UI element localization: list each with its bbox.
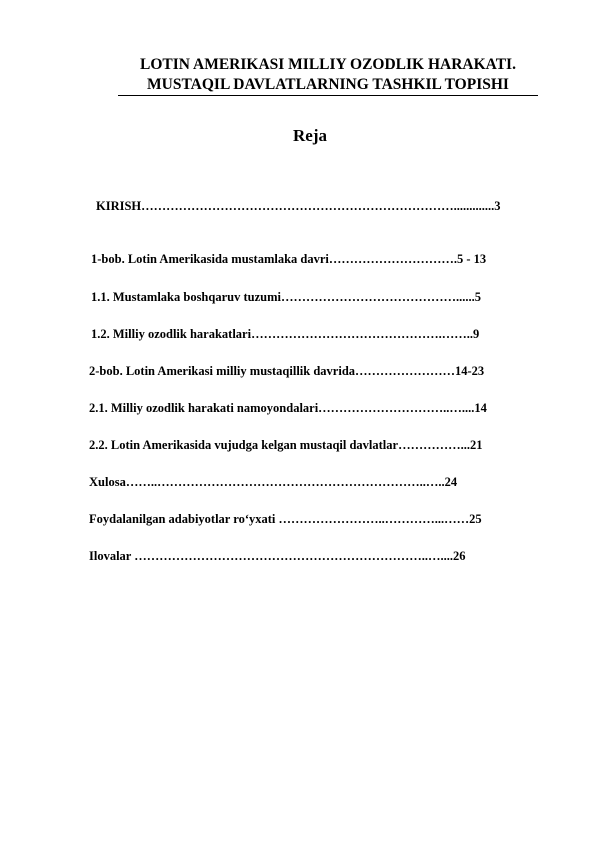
title-line-1: LOTIN AMERIKASI MILLIY OZODLIK HARAKATI. bbox=[140, 56, 516, 73]
toc-entry-intro: KIRISH………………………………………………………………….............3 bbox=[96, 199, 501, 213]
toc-entry-chapter-1: 1-bob. Lotin Amerikasida mustamlaka davri………………………….5 - 13 bbox=[91, 252, 487, 266]
toc-entry-appendices: Ilovalar ……………………………………………………………..…....26 bbox=[89, 549, 466, 563]
title-line-2: MUSTAQIL DAVLATLARNING TASHKIL TOPISHI bbox=[118, 75, 538, 96]
document-title bbox=[118, 55, 538, 96]
toc-entry-section-1-2: 1.2. Milliy ozodlik harakatlari……………………………………….……..9 bbox=[91, 327, 480, 341]
toc-entry-section-2-1: 2.1. Milliy ozodlik harakati namoyondalari…………………………..…....14 bbox=[89, 401, 487, 415]
toc-entry-section-2-2: 2.2. Lotin Amerikasida vujudga kelgan mustaqil davlatlar……………...21 bbox=[89, 438, 483, 452]
toc-entry-references: Foydalanilgan adabiyotlar ro‘yxati ……………………..…………...……25 bbox=[89, 512, 482, 526]
toc-entry-section-1-1: 1.1. Mustamlaka boshqaruv tuzumi……………………………………......5 bbox=[91, 290, 481, 304]
toc-entry-conclusion: Xulosa……..………………………………………………………..…..24 bbox=[89, 475, 458, 489]
toc-entry-chapter-2: 2-bob. Lotin Amerikasi milliy mustaqillik davrida……………………14-23 bbox=[89, 364, 485, 378]
plan-heading: Reja bbox=[293, 126, 327, 145]
